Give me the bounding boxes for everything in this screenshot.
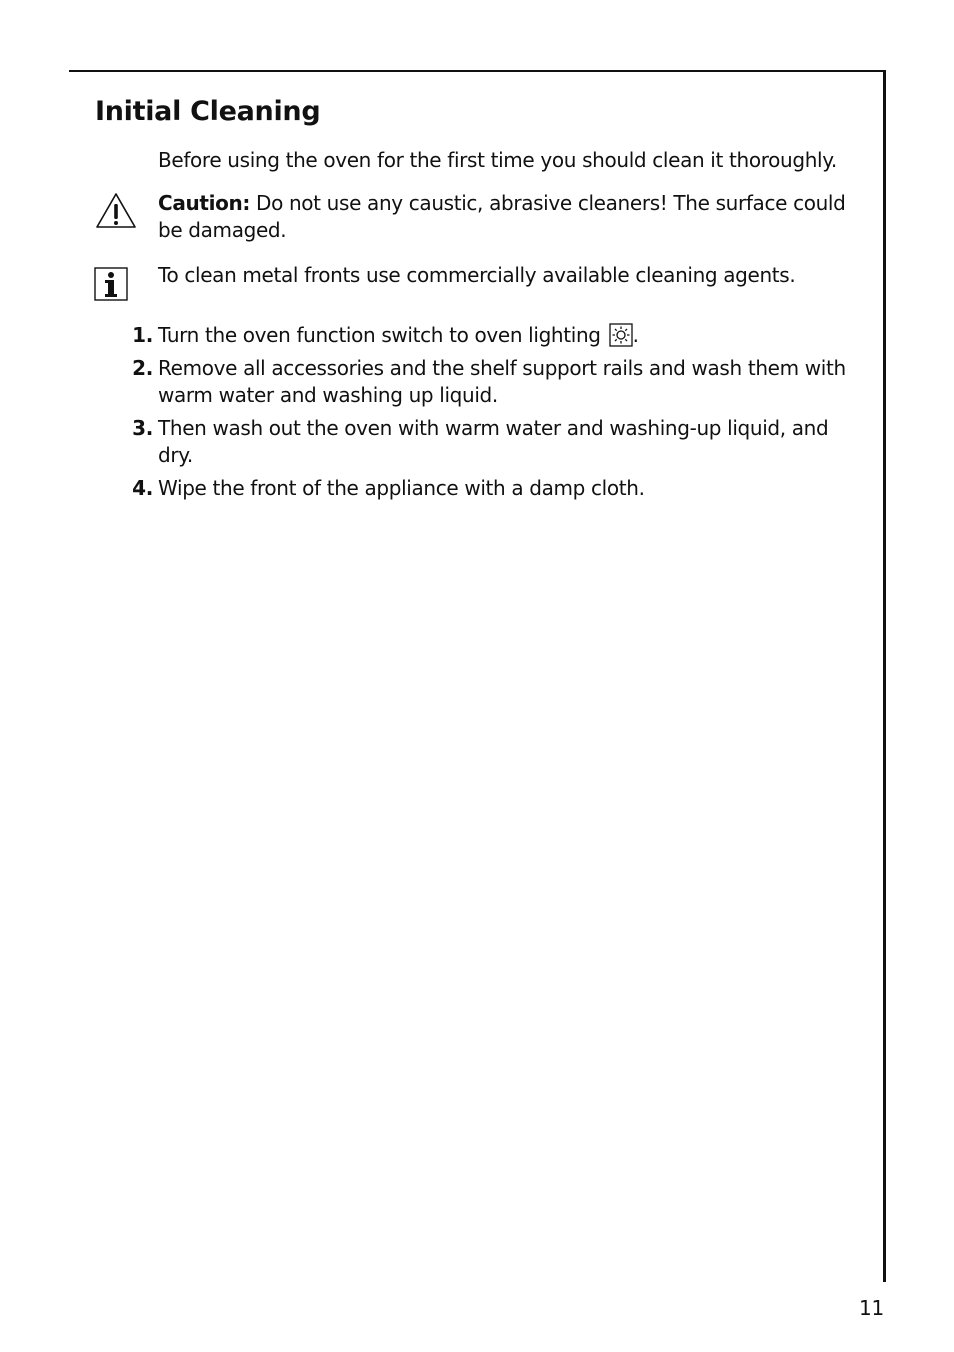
section-title: Initial Cleaning [95,96,321,127]
oven-light-icon [609,323,633,347]
step-item [120,415,860,469]
info-icon [94,267,128,301]
step-number: 4. [132,476,153,500]
step-text: Wipe the front of the appliance with a damp cloth. [158,476,645,500]
cleaning-steps [120,322,860,508]
caution-note [158,190,858,244]
top-rule [69,70,886,72]
caution-label: Caution: [158,191,251,215]
step-number: 1. [132,323,153,347]
step-item [120,355,860,409]
step-number: 2. [132,356,153,380]
right-rule [883,70,886,1282]
step-number: 3. [132,416,153,440]
step-text: Then wash out the oven with warm water and washing-up liquid, and dry. [158,416,829,467]
step-item [120,322,860,349]
caution-text: Do not use any caustic, abrasive cleaners! The surface could be damaged. [158,191,846,242]
intro-text: Before using the oven for the first time you should clean it thoroughly. [158,148,837,172]
warning-triangle-icon [94,191,138,231]
step-text: Remove all accessories and the shelf support rails and wash them with warm water and washing up liquid. [158,356,846,407]
info-note: To clean metal fronts use commercially available cleaning agents. [158,263,796,287]
page-number: 11 [859,1296,885,1320]
step-item [120,475,860,502]
step-suffix: . [632,323,639,347]
step-text: Turn the oven function switch to oven lighting [158,323,601,347]
